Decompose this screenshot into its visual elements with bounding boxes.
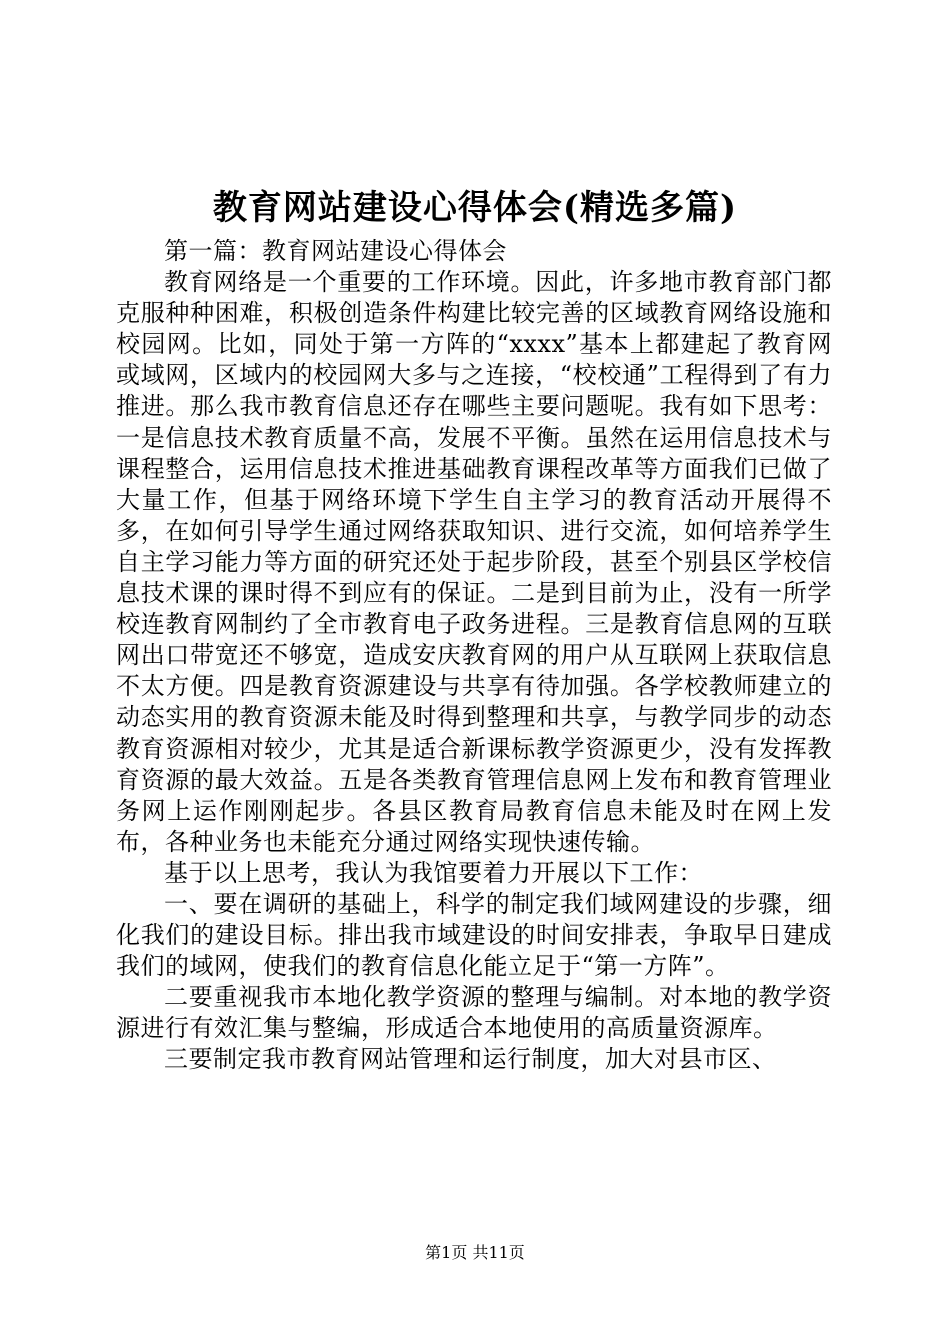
document-body: [116, 236, 832, 1076]
section-heading: 第一篇：教育网站建设心得体会: [164, 237, 507, 265]
paragraph: 基于以上思考，我认为我馆要着力开展以下工作：: [164, 858, 703, 887]
paragraph: 二要重视我市本地化教学资源的整理与编制。对本地的教学资源进行有效汇集与整编，形成适合本地使用的高质量资源库。: [116, 983, 832, 1043]
paragraph: 一、要在调研的基础上，科学的制定我们域网建设的步骤，细化我们的建设目标。排出我市域建设的时间安排表，争取早日建成我们的域网，使我们的教育信息化能立足于“第一方阵”。: [116, 889, 832, 981]
paragraph: 三要制定我市教育网站管理和运行制度，加大对县市区、: [164, 1045, 777, 1074]
paragraph: 教育网络是一个重要的工作环境。因此，许多地市教育部门都克服种种困难，积极创造条件构建比较完善的区域教育网络设施和校园网。比如，同处于第一方阵的“xxxx”基本上都建起了教育网或域网，区域内的校园网大多与之连接，“校校通”工程得到了有力推进。那么我市教育信息还存在哪些主要问题呢。我有如下思考：一是信息技术教育质量不高，发展不平衡。虽然在运用信息技术与课程整合，运用信息技术推进基础教育课程改革等方面我们已做了大量工作，但基于网络环境下学生自主学习的教育活动开展得不多，在如何引导学生通过网络获取知识、进行交流，如何培养学生自主学习能力等方面的研究还处于起步阶段，甚至个别县区学校信息技术课的课时得不到应有的保证。二是到目前为止，没有一所学校连教育网制约了全市教育电子政务进程。三是教育信息网的互联网出口带宽还不够宽，造成安庆教育网的用户从互联网上获取信息不太方便。四是教育资源建设与共享有待加强。各学校教师建立的动态实用的教育资源未能及时得到整理和共享，与教学同步的动态教育资源相对较少，尤其是适合新课标教学资源更少，没有发挥教育资源的最大效益。五是各类教育管理信息网上发布和教育管理业务网上运作刚刚起步。各县区教育局教育信息未能及时在网上发布，各种业务也未能充分通过网络实现快速传输。: [116, 268, 832, 856]
document-title: 教育网站建设心得体会(精选多篇): [212, 188, 738, 228]
page-number-footer: 第1页 共11页: [425, 1243, 525, 1262]
